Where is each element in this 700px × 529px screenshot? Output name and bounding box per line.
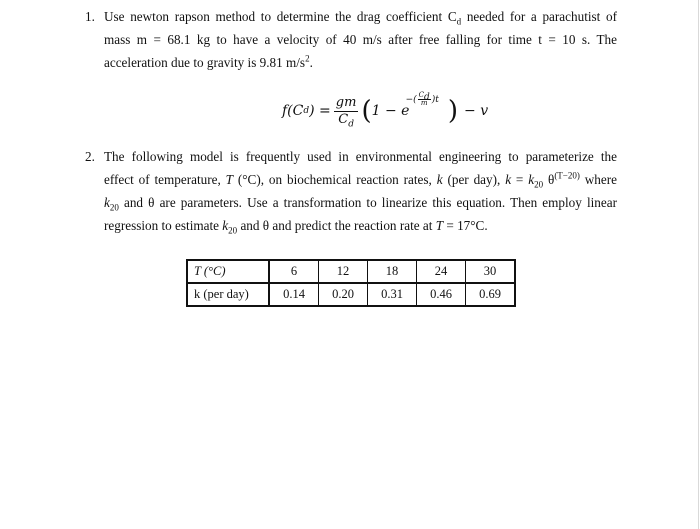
data-table [186,259,516,307]
table-row-rate [187,283,515,306]
table-cell: 0.31 [368,283,417,306]
table-cell: 18 [368,260,417,283]
table-cell: 0.69 [466,283,516,306]
table-cell: 24 [417,260,466,283]
problem-1-text [104,5,617,74]
problem-2-line-4: regression to estimate $k_{20}$ and θ and predict the reaction rate at T = 17°C. [104,218,488,236]
problem-1-number: 1. [85,9,95,24]
formula-exponential: 1 − e −( $\frac{C_d}{m}$ )t [371,91,439,119]
problem-1-line-1: Use newton rapson method to determine the drag coefficient $C_d$ needed for a parachutist of [104,9,617,27]
drag-formula: f(C d ) = $\frac{gm}{C_d}$ ( 1 − e −( $\frac{C_d}{m}$ )t ) − v [282,91,489,130]
table-header-temperature: T (°C) [187,260,269,283]
table-cell: 6 [269,260,319,283]
formula-exponent: −( $\frac{C_d}{m}$ )t [405,91,439,107]
table-header-rate: k (per day) [187,283,269,306]
problem-2-line-2: effect of temperature, T (°C), on biochemical reaction rates, k (per day), $k = k_{20}$ $\theta^{(T-20)}$ where [104,170,617,190]
table-cell: 0.20 [319,283,368,306]
problem-2-text [104,145,617,237]
table-cell: 12 [319,260,368,283]
problem-2-line-3: $k_{20}$ and θ are parameters. Use a transformation to linearize this equation. Then employ linear [104,195,617,213]
table-cell: 0.14 [269,283,319,306]
problem-1-line-3: acceleration due to gravity is 9.81 $m/s^2$. [104,53,313,70]
table-row-temperature [187,260,515,283]
formula-fraction: $\frac{gm}{C_d}$ [335,94,357,130]
problem-2-line-1: The following model is frequently used in environmental engineering to parameterize the [104,149,617,164]
table-cell: 30 [466,260,516,283]
table-cell: 0.46 [417,283,466,306]
problem-1-line-2: mass m = 68.1 kg to have a velocity of 40 m/s after free falling for time t = 10 s. The [104,32,617,47]
problem-2-number: 2. [85,149,95,164]
